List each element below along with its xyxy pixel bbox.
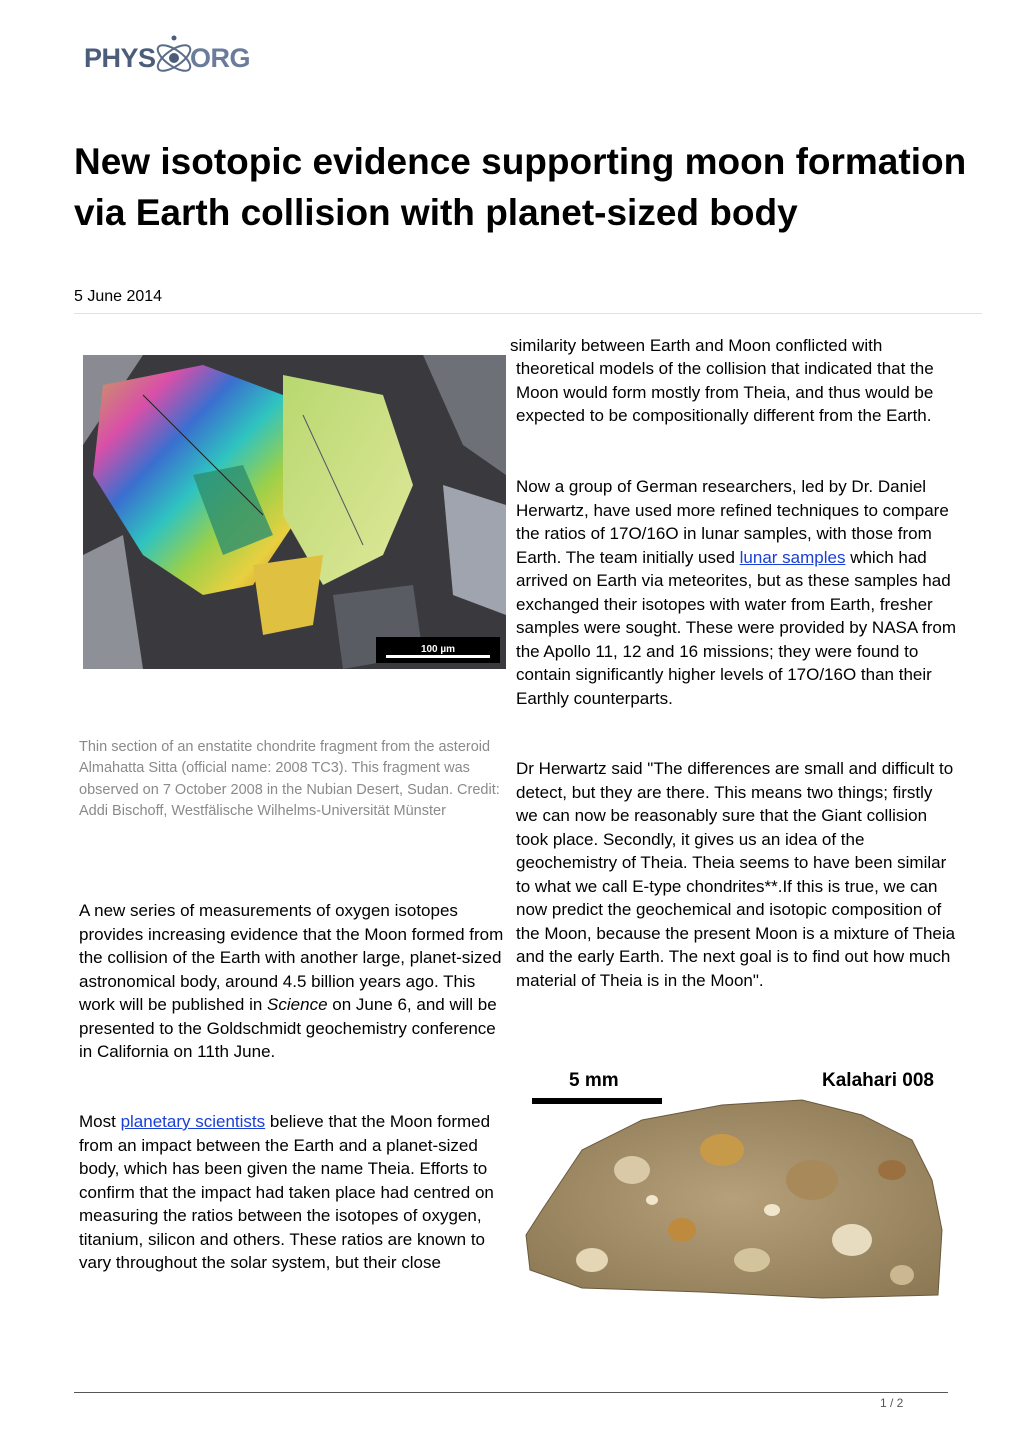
kalahari-meteorite-image — [522, 1060, 946, 1302]
paragraph-text: Now a group of German researchers, led by Dr. Daniel Herwartz, have used more refined techniques to compare the ratios of 17O/16O in lunar samples, with those from Earth. The team initially used — [516, 477, 949, 567]
planetary-scientists-link[interactable]: planetary scientists — [120, 1112, 266, 1131]
scale-label: 5 mm — [569, 1070, 619, 1091]
paragraph-text: Most — [79, 1112, 121, 1131]
scale-bar-label: 100 µm — [420, 644, 456, 655]
footer-divider — [74, 1392, 948, 1393]
header-divider — [74, 313, 982, 314]
article-paragraph-3: theoretical models of the collision that indicated that the Moon would form mostly from Theia, and thus would be expected to be compositionally different from the Earth. — [516, 359, 934, 425]
article-paragraph-2 — [79, 1110, 511, 1275]
paragraph-text: which had arrived on Earth via meteorites, but as these samples had exchanged their isotopes with water from Earth, fresher samples were sought. These were provided by NASA from the Apollo 11, 12 and 16 missions; they were found to contain significantly higher levels of 17O/16O than their Earthly counterparts. — [516, 547, 957, 708]
article-paragraph-5: Dr Herwartz said "The differences are small and difficult to detect, but they are there. This means two things; firstly we can now be reasonably sure that the Giant collision took place. Secondly, it gives us an idea of the geochemistry of Theia. Theia seems to have been similar to what we call E-type chondrites**.If this is true, we can now predict the geochemical and isotopic composition of the Moon, because the present Moon is a mixture of Theia and the early Earth. The next goal is to find out how much material of Theia is in the Moon". — [516, 759, 956, 990]
article-paragraph-3-first-line: similarity between Earth and Moon conflicted with — [510, 336, 883, 355]
article-date: 5 June 2014 — [74, 288, 163, 305]
logo-text-right: ORG — [190, 43, 251, 73]
paragraph-text: on June 6, and will be presented to the Goldschmidt geochemistry conference in California on 11th June. — [79, 995, 497, 1061]
article-title: New isotopic evidence supporting moon formation via Earth collision with planet-sized body — [74, 141, 967, 233]
sample-label: Kalahari 008 — [822, 1070, 934, 1091]
article-paragraph-4 — [516, 475, 956, 710]
page-number: 1 / 2 — [880, 1396, 904, 1410]
figure-caption: Thin section of an enstatite chondrite fragment from the asteroid Almahatta Sitta (official name: 2008 TC3). This fragment was observed on 7 October 2008 in the Nubian Desert, Sudan. Credit: Addi Bischoff, Westfälische Wilhelms-Universität Münster — [79, 738, 500, 819]
thin-section-image — [83, 355, 506, 669]
paragraph-text: believe that the Moon formed from an impact between the Earth and a planet-sized body, which has been given the name Theia. Efforts to confirm that the impact had taken place had centred on measuring the ratios between the isotopes of oxygen, titanium, silicon and others. These ratios are known to vary throughout the solar system, but their close — [79, 1112, 494, 1272]
paragraph-text: A new series of measurements of oxygen isotopes provides increasing evidence that the Moon formed from the collision of the Earth with another large, planet-sized astronomical body, around 4.5 billion years ago. This work will be published in — [79, 901, 504, 1014]
journal-name: Science — [267, 995, 328, 1014]
site-logo[interactable] — [82, 30, 267, 85]
lunar-samples-link[interactable]: lunar samples — [739, 547, 846, 567]
article-paragraph-1 — [79, 899, 511, 1064]
logo-text-left: PHYS — [84, 43, 156, 73]
